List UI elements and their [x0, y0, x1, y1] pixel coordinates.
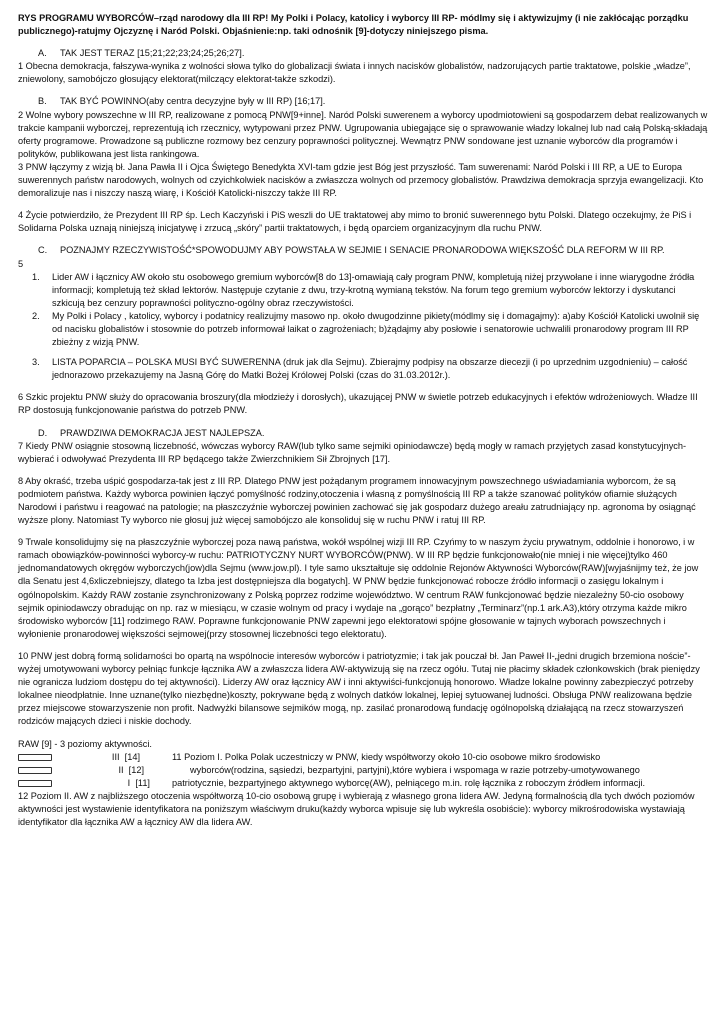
section-b-letter: B. — [38, 96, 47, 107]
list-item — [18, 356, 708, 382]
level-box-icon — [18, 780, 52, 787]
list-item-number: 2. — [32, 310, 40, 321]
raw-level-text: patriotycznie, bezpartyjnego aktywnego wyborcę(AW), pełniącego m.in. rolę łącznika z roboczym źródłem informacji. — [172, 777, 646, 788]
paragraph-2: 2 Wolne wybory powszechne w III RP, realizowane z pomocą PNW[9+inne]. Naród Polski suwerenem a wyborcy upodmiotowieni są gospodarzem debat realizowanych w trakcie kampanii wyborczej, reprezentują ich rzecznicy, wytypowani przez PNW. Ugrupowania ubiegające się o sprawowanie władzy lokalnej lub nad całą Polską-składają oferty programowe. Prowadzone są publiczne rozmowy bez cenzury poprawności politycznej. Wewnątrz PNW sondowane jest uznanie wyborców dla programów i polityków, publikowana jest lista rankingowa. — [18, 109, 708, 159]
raw-intro: RAW [9] - 3 poziomy aktywności. — [18, 738, 152, 749]
section-d-heading — [18, 427, 708, 440]
section-a-heading — [18, 47, 708, 60]
paragraph-3: 3 PNW łączymy z wizją bł. Jana Pawła II i Ojca Świętego Benedykta XVI-tam gdzie jest Bóg jest przyszłość. Tam suwerenami: Naród Polski i III RP, a UE to Europa suwerennych państw narodowych, wolnych od czyichkolwiek nacisków a zwłaszcza wolnych od przemocy globalistów. Prawdziwa demokracja sprzyja ewangelizacji. Kto demoralizuje nas i niszczy naszą wiarę, i Kościół Katolicki-niszczy także III RP. — [18, 161, 704, 199]
section-d-letter: D. — [38, 427, 48, 438]
section-d-heading-text: PRAWDZIWA DEMOKRACJA JEST NAJLEPSZA. — [60, 427, 265, 438]
list-item — [18, 310, 708, 349]
paragraph-4: 4 Życie potwierdziło, że Prezydent III RP śp. Lech Kaczyński i PiS weszli do UE traktatowej aby mimo to bronić suwerennego bytu Polski. Dlatego oczekujmy, że PiS i Solidarna Polska uznają niniejszą inicjatywę i zrzucą „skóry” partii traktatowych, i będą oparciem organizacyjnym dla ruchu PNW. — [18, 210, 692, 234]
document-title: RYS PROGRAMU WYBORCÓW–rząd narodowy dla III RP! My Polki i Polacy, katolicy i wyborcy III RP- módlmy się i aktywizujmy (i nie zakłócając porządku publicznego)-ratujmy Ojczyznę i Naród Polski. Objaśnienie:np. taki odnośnik [9]-dotyczy niniejszego pisma. — [18, 13, 689, 37]
list-item-number: 1. — [32, 271, 40, 282]
paragraph-1: 1 Obecna demokracja, fałszywa-wynika z wolności słowa tylko do globalizacji świata i innych nacisków globalistów, nadzorujących partie traktatowe, polskie „władze”, zniewolony, samobójczo głosujący elektorat(milczący elektorat-także szkodzi). — [18, 61, 691, 85]
raw-level-label: II [12] — [118, 764, 144, 775]
raw-level-text: 11 Poziom I. Polka Polak uczestniczy w PNW, kiedy współtworzy około 10-cio osobowe mikro środowisko — [172, 751, 601, 762]
section-b-heading — [18, 95, 708, 108]
paragraph-8: 8 Aby okraść, trzeba uśpić gospodarza-tak jest z III RP. Dlatego PNW jest pożądanym programem innowacyjnym powszechnego uświadamiania wyborcom, że są podmiotem państwa. Każdy wyborca powinien łączyć pomyślność rodziny,otoczenia i własną z pomyślnością III RP a także szanować polityków ofiarnie służących Narodowi i państwu i reagować na patologie; na płaszczyźnie wyborczej powinien zachować się jak gospodarz dużego areału zatrudniający np. agronoma by osiągnąć wyższe plony. Natomiast Ty wyborco nie głosuj już więcej samobójczo ale konsoliduj się w ruchu PNW i ratuj III RP. — [18, 475, 696, 526]
list-item — [18, 271, 708, 310]
document-page — [18, 12, 708, 829]
level-box-icon — [18, 767, 52, 774]
paragraph-10: 10 PNW jest dobrą formą solidarności bo opartą na wspólnocie interesów wyborców i patriotyzmie; i tak jak pouczał bł. Jan Paweł II-„jedni drugich brzemiona noście”-wyżej umotywowani wyborcy pełniąc funkcje łącznika AW a zwłaszcza lidera AW-aktywizują się na rzecz ogółu. Tutaj nie płacimy składek członkowskich (brak pieniędzy nie ogranicza ludziom dostępu do tej aktywności). Liderzy AW oraz łącznicy AW i inni aktywiści-funkcjonują honorowo. Władze lokalne powinny zabezpieczyć potrzeby lokalnee nieodpłatnie. Inne uznane(tylko niezbędne)koszty, pokrywane będą z wolnych datków lokalnej, lepiej sytuowanej ludności. Obsługa PNW realizowana będzie przez miejscowe stowarzyszenie non profit. Nadwyżki bilansowe sejmików mogą, np. zasilać pronarodową fundację ogólnopolską działającą na rzecz stowarzyszeń rodziców mających dzieci i niskie dochody. — [18, 650, 700, 727]
paragraph-7: 7 Kiedy PNW osiągnie stosowną liczebność, wówczas wyborcy RAW(lub tylko same sejmiki opiniodawcze) będą mogły w ramach przyjętych zasad konstytucyjnych-wybierać i odwoływać Prezydenta III RP będącego także Zwierzchnikiem Sił Zbrojnych [17]. — [18, 440, 687, 464]
paragraph-6: 6 Szkic projektu PNW służy do opracowania broszury(dla młodzieży i dorosłych), ukazującej PNW w świetle potrzeb edukacyjnych i efektów wdrożeniowych. Władze III RP dostosują funkcjonowanie państwa do potrzeb PNW. — [18, 392, 698, 416]
section-c-letter: C. — [38, 245, 48, 256]
paragraph-9: 9 Trwale konsolidujmy się na płaszczyźnie wyborczej poza nawą państwa, wokół wspólnej wizji III RP. Czyńmy to w naszym życiu prywatnym, oddolnie i honorowo, i w ramach obowiązków-powinności wyborcy-w ruchu: PATRIOTYCZNY NURT WYBORCÓW(PNW). W III RP będzie funkcjonowało(nie mniej i nie więcej)tylko 460 jednomandatowych okręgów wyborczych(jow)dla Sejmu (www.jow.pl). I tyle samo ukształtuje się oddolnie Rejonów Aktywności Wyborców(RAW)[wyjaśnijmy też, że jow dla Senatu jest 4,6xliczebniejszy, dlatego ta Izba jest dostępniejsza dla bogatych]. W PNW będzie funkcjonować robocze źródło informacji o zasięgu lokalnym i ogólnopolskim. Każdy RAW zostanie zsynchronizowany z Polską poprzez rodzime województwo. W centrum RAW funkcjonować będzie niezależny 50-cio osobowy sejmik opiniodawczy obradując on np. raz w miesiącu, w czasie wolnym od pracy i wydaje na „gorąco” bezpłatny „Terminarz”(np.1 ark.A3),który otrzyma każde mikro środowisko wyborców [11] rodzimego RAW. Poprawne funkcjonowanie PNW zapewni jego elektoratowi spójne głosowanie w tajnych wyborach powszechnych i wyłonienie pronarodowej większości sejmowej(przy stosownej liczebności tego elektoratu). — [18, 537, 699, 639]
raw-level-row — [18, 764, 708, 777]
raw-level-row — [18, 777, 708, 790]
level-box-icon — [18, 754, 52, 761]
list-item-text: My Polki i Polacy , katolicy, wyborcy i podatnicy realizujmy masowo np. około dwugodzinne pikiety(módlmy się i domagajmy): a)aby Kościół Katolicki uwolnił się od nacisku globalistów i stosownie do potrzeb informował laikat o zagrożeniach; b)żądajmy aby posłowie i senatorowie uchwalili pronarodowy program III RP zbieżny z wizją PNW. — [52, 310, 700, 348]
raw-level-label: III [14] — [111, 751, 140, 762]
list-item-text: LISTA POPARCIA – POLSKA MUSI BYĆ SUWERENNA (druk jak dla Sejmu). Zbierajmy podpisy na obszarze diecezji (i po uprzednim uzgodnieniu) – całość jednorazowo przekazujemy na Jasną Górę do Matki Bożej Królowej Polski (czas do 31.03.2012r.). — [52, 357, 688, 381]
section-b-heading-text: TAK BYĆ POWINNO(aby centra decyzyjne były w III RP) [16;17]. — [60, 96, 326, 107]
list-item-number: 3. — [32, 357, 40, 368]
section-c-heading — [18, 244, 708, 257]
raw-level-row — [18, 751, 708, 764]
section-a-heading-text: TAK JEST TERAZ [15;21;22;23;24;25;26;27]. — [60, 48, 245, 59]
paragraph-12: 12 Poziom II. AW z najbliższego otoczenia współtworzą 10-cio osobową grupę i wybierają z własnego grona lidera AW. Jedyną formalnością dla tych dwóch poziomów aktywności jest wystawienie identyfikatora na poniższym właściwym druku(każdy wyborca wpisuje się lub wykreśla osobiście): wyborcy mikrośrodowiska wystawiają identyfikator dla łącznika AW a łącznicy AW dla lidera AW. — [18, 790, 695, 828]
raw-level-text: wyborców(rodzina, sąsiedzi, bezpartyjni, partyjni),które wybiera i wspomaga w razie potrzeby-umotywowanego — [190, 764, 640, 775]
section-a-letter: A. — [38, 48, 47, 59]
paragraph-5: 5 — [18, 258, 24, 269]
list-item-text: Lider AW i łącznicy AW około stu osobowego gremium wyborców[8 do 13]-omawiają cały program PNW, kompletują niżej przywołane i inne wiarygodne źródła informacji; kompletują też skład lektorów. Następuje czytanie z dwu, trzy-krotną wymianą tekstów. Na forum tego gremium wyborców lektorzy i dyskutanci szkicują bez cenzury poprawności polityczno-ogólny obraz rzeczywistości. — [52, 271, 695, 308]
raw-level-label: I [11] — [127, 777, 150, 788]
numbered-list — [18, 271, 708, 383]
section-c-heading-text: POZNAJMY RZECZYWISTOŚĆ*SPOWODUJMY ABY POWSTAŁA W SEJMIE I SENACIE PRONARODOWA WIĘKSZOŚĆ DLA REFORM W III RP. — [60, 245, 665, 256]
